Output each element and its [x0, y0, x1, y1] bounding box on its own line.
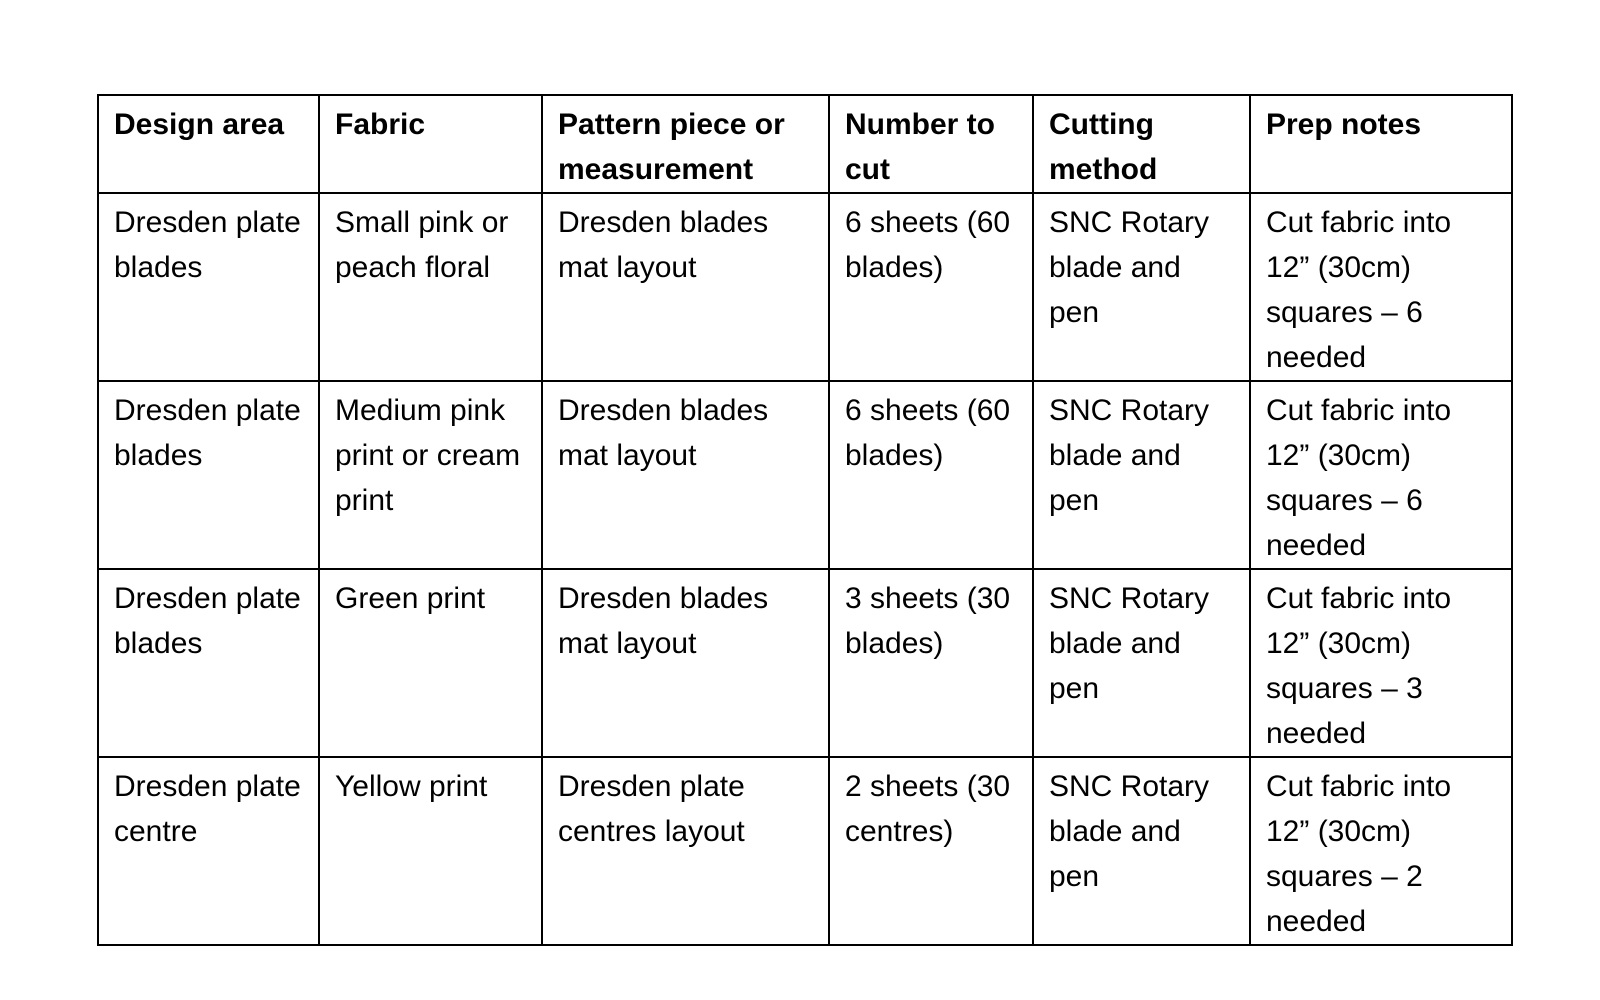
cell-number-to-cut: 2 sheets (30 centres): [829, 757, 1033, 945]
cell-pattern-piece: Dresden blades mat layout: [542, 569, 829, 757]
cell-prep-notes: Cut fabric into 12” (30cm) squares – 6 needed: [1250, 193, 1512, 381]
table-row: [98, 569, 1512, 757]
cell-fabric: Green print: [319, 569, 542, 757]
cell-pattern-piece: Dresden blades mat layout: [542, 381, 829, 569]
cell-fabric: Medium pink print or cream print: [319, 381, 542, 569]
cell-cutting-method: SNC Rotary blade and pen: [1033, 381, 1250, 569]
cell-design-area: Dresden plate blades: [98, 193, 319, 381]
cell-cutting-method: SNC Rotary blade and pen: [1033, 193, 1250, 381]
table-row: [98, 381, 1512, 569]
table-row: [98, 193, 1512, 381]
cell-fabric: Small pink or peach floral: [319, 193, 542, 381]
cell-cutting-method: SNC Rotary blade and pen: [1033, 757, 1250, 945]
cell-prep-notes: Cut fabric into 12” (30cm) squares – 2 needed: [1250, 757, 1512, 945]
cell-fabric: Yellow print: [319, 757, 542, 945]
cell-number-to-cut: 3 sheets (30 blades): [829, 569, 1033, 757]
header-fabric: Fabric: [319, 95, 542, 193]
cell-design-area: Dresden plate blades: [98, 381, 319, 569]
table-header-row: [98, 95, 1512, 193]
header-design-area: Design area: [98, 95, 319, 193]
cutting-table: [97, 94, 1513, 946]
cell-prep-notes: Cut fabric into 12” (30cm) squares – 6 needed: [1250, 381, 1512, 569]
cell-number-to-cut: 6 sheets (60 blades): [829, 193, 1033, 381]
cell-number-to-cut: 6 sheets (60 blades): [829, 381, 1033, 569]
cell-pattern-piece: Dresden plate centres layout: [542, 757, 829, 945]
cell-prep-notes: Cut fabric into 12” (30cm) squares – 3 needed: [1250, 569, 1512, 757]
table-row: [98, 757, 1512, 945]
header-number-to-cut: Number to cut: [829, 95, 1033, 193]
cell-design-area: Dresden plate centre: [98, 757, 319, 945]
header-pattern-piece: Pattern piece or measurement: [542, 95, 829, 193]
cell-pattern-piece: Dresden blades mat layout: [542, 193, 829, 381]
header-prep-notes: Prep notes: [1250, 95, 1512, 193]
cell-design-area: Dresden plate blades: [98, 569, 319, 757]
cell-cutting-method: SNC Rotary blade and pen: [1033, 569, 1250, 757]
header-cutting-method: Cutting method: [1033, 95, 1250, 193]
